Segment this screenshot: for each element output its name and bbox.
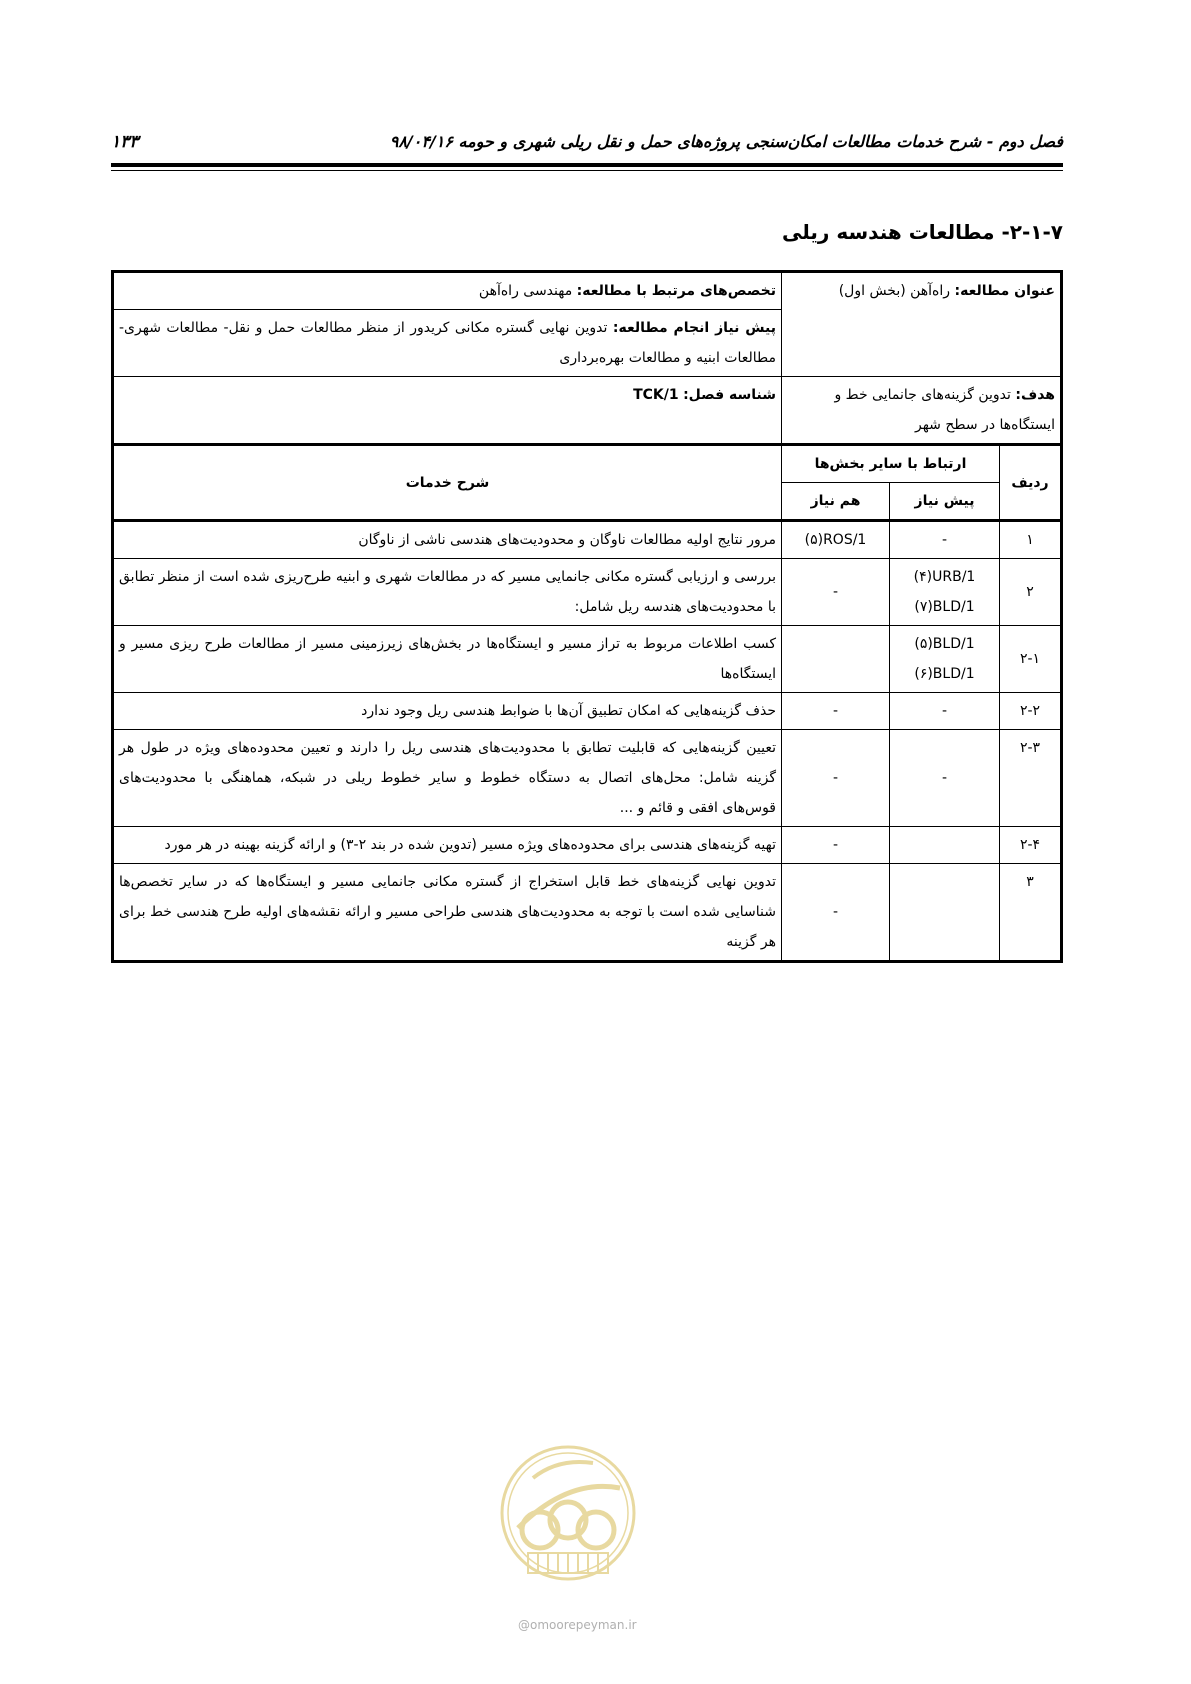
prerequisite-cell xyxy=(113,310,782,377)
row-coreq: - xyxy=(782,730,890,827)
row-prereq xyxy=(890,559,1000,626)
row-coreq xyxy=(782,626,890,693)
table-row xyxy=(113,626,1062,693)
table-row xyxy=(113,730,1062,827)
row-prereq-value: (۴)URB/1 (۷)BLD/1 xyxy=(913,569,976,615)
watermark-logo-icon xyxy=(498,1418,638,1608)
row-description: تعیین گزینه‌هایی که قابلیت تطابق با محدودیت‌های هندسی ریل را دارند و تعیین محدوده‌های ویژه در طول هر گزینه شامل: محل‌های اتصال به دستگاه خطوط و سایر خطوط ریلی در شبکه، هماهنگی با محدودیت‌های قوس‌های افقی و قائم و ... xyxy=(113,730,782,827)
section-title: ۲-۱-۷- مطالعات هندسه ریلی xyxy=(781,220,1063,244)
page-number: ۱۳۳ xyxy=(111,132,139,152)
study-table xyxy=(111,270,1063,963)
page-header xyxy=(111,132,1063,154)
table-row xyxy=(113,559,1062,626)
row-coreq: - xyxy=(782,864,890,962)
table-row xyxy=(113,827,1062,864)
row-description: تدوین نهایی گزینه‌های خط قابل استخراج از گستره مکانی جانمایی مسیر و ایستگاه‌ها که در سایر تخصص‌ها شناسایی شده است با توجه به محدودیت‌های هندسی طراحی مسیر و ارائه نقشه‌های اولیه طرح هندسی خط برای هر گزینه xyxy=(113,864,782,962)
goal-label: هدف: xyxy=(1015,387,1055,403)
row-description: تهیه گزینه‌های هندسی برای محدوده‌های ویژه مسیر (تدوین شده در بند ۲-۳) و ارائه گزینه بهینه در هر مورد xyxy=(113,827,782,864)
row-coreq: - xyxy=(782,827,890,864)
table-row xyxy=(113,864,1062,962)
prerequisite-value: تدوین نهایی گستره مکانی کریدور از منظر مطالعات حمل و نقل- مطالعات شهری- مطالعات ابنیه و مطالعات بهره‌برداری xyxy=(119,320,776,366)
row-coreq: - xyxy=(782,693,890,730)
specialties-label: تخصص‌های مرتبط با مطالعه: xyxy=(576,283,776,299)
row-prereq: - xyxy=(890,693,1000,730)
watermark-url: @omoorepeyman.ir xyxy=(518,1618,637,1632)
row-prereq xyxy=(890,827,1000,864)
info-row-1 xyxy=(113,272,1062,310)
description-header: شرح خدمات xyxy=(113,445,782,521)
row-number: ۲-۱ xyxy=(1000,626,1062,693)
prerequisite-label: پیش نیاز انجام مطالعه: xyxy=(612,320,776,336)
row-prereq-value: (۵)BLD/1 (۶)BLD/1 xyxy=(914,636,975,682)
coreq-header: هم نیاز xyxy=(782,483,890,521)
row-number: ۲-۴ xyxy=(1000,827,1062,864)
table-row xyxy=(113,521,1062,559)
chapter-id-cell xyxy=(113,377,782,445)
specialties-cell xyxy=(113,272,782,310)
row-description: مرور نتایج اولیه مطالعات ناوگان و محدودیت‌های هندسی ناشی از ناوگان xyxy=(113,521,782,559)
header-row-1 xyxy=(113,445,1062,483)
row-prereq xyxy=(890,864,1000,962)
goal-value: تدوین گزینه‌های جانمایی خط و ایستگاه‌ها در سطح شهر xyxy=(834,387,1055,433)
row-prereq: - xyxy=(890,521,1000,559)
row-number-header: ردیف xyxy=(1000,445,1062,521)
row-prereq xyxy=(890,626,1000,693)
info-row-3 xyxy=(113,377,1062,445)
table-row xyxy=(113,693,1062,730)
header-title: فصل دوم - شرح خدمات مطالعات امکان‌سنجی پروژه‌های حمل و نقل ریلی شهری و حومه ۹۸/۰۴/۱۶ xyxy=(389,132,1063,151)
row-description: کسب اطلاعات مربوط به تراز مسیر و ایستگاه‌ها در بخش‌های زیرزمینی مسیر از مطالعات طرح ریزی مسیر و ایستگاه‌ها xyxy=(113,626,782,693)
header-rule-thin xyxy=(111,170,1063,171)
row-number: ۳ xyxy=(1000,864,1062,962)
row-number: ۱ xyxy=(1000,521,1062,559)
watermark-logo xyxy=(498,1418,638,1608)
relation-header: ارتباط با سایر بخش‌ها xyxy=(782,445,1000,483)
row-description: حذف گزینه‌هایی که امکان تطبیق آن‌ها با ضوابط هندسی ریل وجود ندارد xyxy=(113,693,782,730)
study-title-value: راه‌آهن (بخش اول) xyxy=(838,283,955,299)
row-number: ۲-۲ xyxy=(1000,693,1062,730)
row-prereq: - xyxy=(890,730,1000,827)
study-title-label: عنوان مطالعه: xyxy=(954,283,1055,299)
chapter-id-label: شناسه فصل: xyxy=(683,387,776,403)
row-coreq xyxy=(782,521,890,559)
prereq-header: پیش نیاز xyxy=(890,483,1000,521)
goal-cell xyxy=(782,377,1062,445)
row-description: بررسی و ارزیابی گستره مکانی جانمایی مسیر که در مطالعات شهری و ابنیه طرح‌ریزی شده است از منظر تطابق با محدودیت‌های هندسه ریل شامل: xyxy=(113,559,782,626)
study-title-cell xyxy=(782,272,1062,377)
row-number: ۲ xyxy=(1000,559,1062,626)
header-rule-thick xyxy=(111,163,1063,167)
row-coreq-value: (۵)ROS/1 xyxy=(804,532,867,548)
chapter-id-value: TCK/1 xyxy=(633,387,679,403)
row-number: ۲-۳ xyxy=(1000,730,1062,827)
specialties-value: مهندسی راه‌آهن xyxy=(478,283,577,299)
row-coreq: - xyxy=(782,559,890,626)
